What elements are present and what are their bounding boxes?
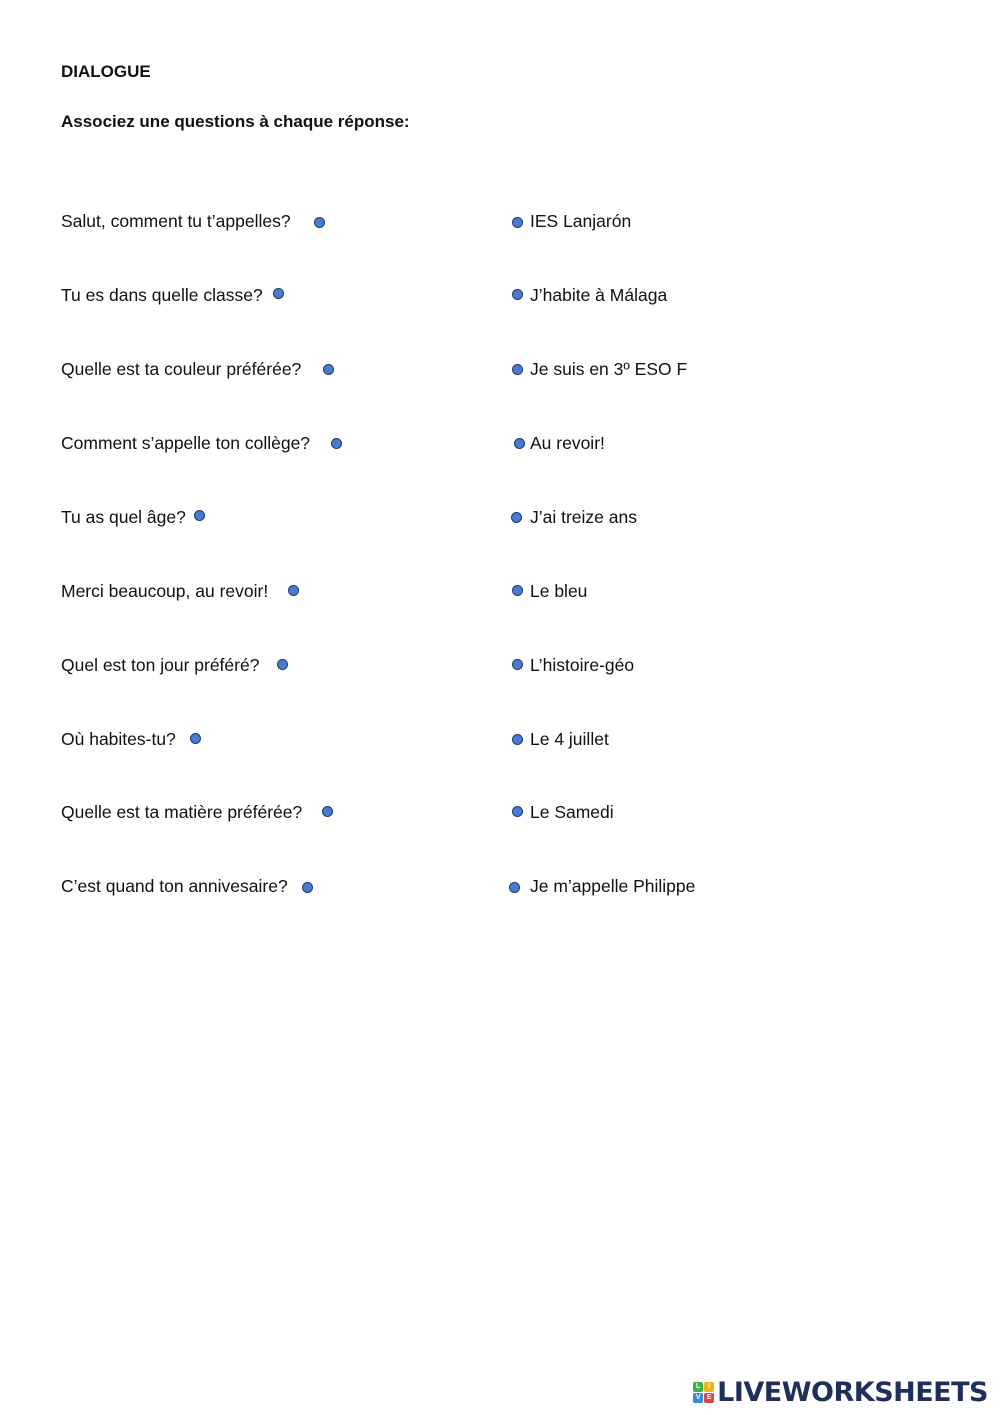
answer-text: L’histoire-géo	[530, 655, 635, 675]
answer-dot[interactable]	[512, 659, 523, 670]
question-dot[interactable]	[323, 364, 334, 375]
question-text: Comment s’appelle ton collège?	[61, 433, 311, 453]
answer-dot[interactable]	[511, 512, 522, 523]
match-row	[0, 874, 1000, 898]
match-row	[0, 800, 1000, 824]
match-row	[0, 431, 1000, 455]
question-text: C’est quand ton annivesaire?	[61, 876, 288, 896]
question-dot[interactable]	[194, 510, 205, 521]
question-dot[interactable]	[277, 659, 288, 670]
question-dot[interactable]	[190, 733, 201, 744]
logo-text: LIVEWORKSHEETS	[717, 1376, 988, 1408]
question-dot[interactable]	[302, 882, 313, 893]
answer-text: Au revoir!	[530, 433, 605, 453]
answer-text: Le 4 juillet	[530, 729, 609, 749]
question-text: Quel est ton jour préféré?	[61, 655, 260, 675]
answer-dot[interactable]	[512, 217, 523, 228]
answer-dot[interactable]	[509, 882, 520, 893]
liveworksheets-logo	[693, 1377, 988, 1407]
worksheet-title: DIALOGUE	[61, 62, 151, 81]
answer-dot[interactable]	[512, 289, 523, 300]
question-text: Merci beaucoup, au revoir!	[61, 581, 269, 601]
logo-mark-letter: L	[693, 1382, 703, 1392]
answer-dot[interactable]	[512, 364, 523, 375]
answer-text: Je suis en 3º ESO F	[530, 359, 688, 379]
answer-dot[interactable]	[514, 438, 525, 449]
question-text: Quelle est ta matière préférée?	[61, 802, 303, 822]
answer-dot[interactable]	[512, 806, 523, 817]
worksheet-instruction: Associez une questions à chaque réponse:	[61, 112, 410, 131]
match-row	[0, 283, 1000, 307]
question-text: Tu as quel âge?	[61, 507, 186, 527]
match-row	[0, 209, 1000, 233]
question-dot[interactable]	[288, 585, 299, 596]
match-row	[0, 727, 1000, 751]
question-text: Salut, comment tu t’appelles?	[61, 211, 291, 231]
logo-mark-letter: E	[704, 1393, 714, 1403]
answer-text: IES Lanjarón	[530, 211, 632, 231]
match-row	[0, 653, 1000, 677]
answer-text: Le Samedi	[530, 802, 614, 822]
question-dot[interactable]	[322, 806, 333, 817]
logo-mark-letter: I	[704, 1382, 714, 1392]
answer-text: Le bleu	[530, 581, 588, 601]
match-row	[0, 579, 1000, 603]
answer-dot[interactable]	[512, 734, 523, 745]
question-text: Où habites-tu?	[61, 729, 176, 749]
question-dot[interactable]	[273, 288, 284, 299]
question-dot[interactable]	[314, 217, 325, 228]
answer-dot[interactable]	[512, 585, 523, 596]
match-row	[0, 357, 1000, 381]
answer-text: J’habite à Málaga	[530, 285, 668, 305]
answer-text: J’ai treize ans	[530, 507, 637, 527]
question-text: Quelle est ta couleur préférée?	[61, 359, 302, 379]
match-row	[0, 505, 1000, 529]
question-text: Tu es dans quelle classe?	[61, 285, 263, 305]
logo-mark-icon	[693, 1382, 714, 1403]
question-dot[interactable]	[331, 438, 342, 449]
answer-text: Je m’appelle Philippe	[530, 876, 696, 896]
logo-mark-letter: V	[693, 1393, 703, 1403]
